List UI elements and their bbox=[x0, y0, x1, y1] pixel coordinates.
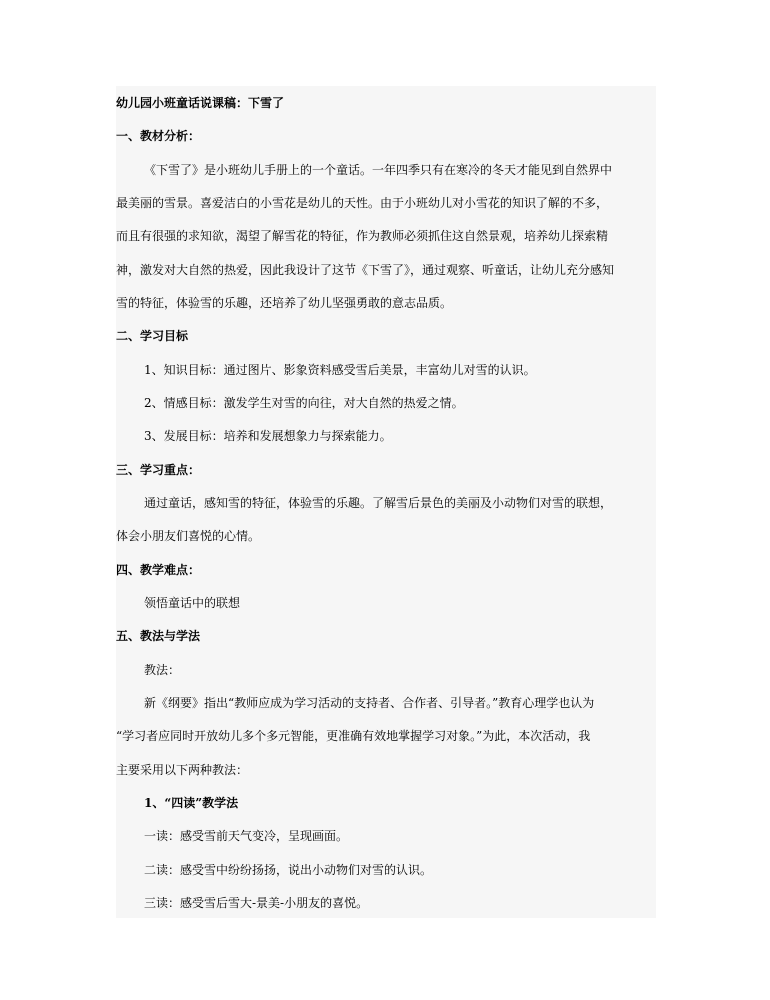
paragraph-line: 体会小朋友们喜悦的心情。 bbox=[116, 529, 261, 543]
goal-item: 1、知识目标：通过图片、影象资料感受雪后美景，丰富幼儿对雪的认识。 bbox=[144, 363, 536, 377]
goal-item: 2、情感目标：激发学生对雪的向往，对大自然的热爱之情。 bbox=[144, 396, 464, 410]
paragraph-line: 而且有很强的求知欲，渴望了解雪花的特征，作为教师必须抓住这自然景观，培养幼儿探索精 bbox=[116, 229, 609, 243]
method-item: 三读：感受雪后雪大-景美-小朋友的喜悦。 bbox=[144, 896, 369, 910]
section-heading-difficulty: 四、教学难点： bbox=[116, 563, 201, 577]
document-content bbox=[116, 86, 656, 918]
paragraph-line: 最美丽的雪景。喜爱洁白的小雪花是幼儿的天性。由于小班幼儿对小雪花的知识了解的不多， bbox=[116, 196, 609, 210]
method-heading: 1、“四读”教学法 bbox=[144, 796, 239, 810]
section-heading-focus: 三、学习重点： bbox=[116, 463, 201, 477]
paragraph-line: “学习者应同时开放幼儿多个多元智能，更准确有效地掌握学习对象。”为此，本次活动，我 bbox=[116, 729, 591, 743]
methods-sublabel: 教法： bbox=[144, 663, 181, 677]
method-item: 二读：感受雪中纷纷扬扬，说出小动物们对雪的认识。 bbox=[144, 863, 433, 877]
paragraph-line: 《下雪了》是小班幼儿手册上的一个童话。一年四季只有在寒冷的冬天才能见到自然界中 bbox=[144, 163, 613, 177]
paragraph-line: 雪的特征，体验雪的乐趣，还培养了幼儿坚强勇敢的意志品质。 bbox=[116, 296, 453, 310]
paragraph-line: 新《纲要》指出“教师应成为学习活动的支持者、合作者、引导者。”教育心理学也认为 bbox=[144, 696, 595, 710]
paragraph-line: 神，激发对大自然的热爱，因此我设计了这节《下雪了》，通过观察、听童话，让幼儿充分感知 bbox=[116, 263, 615, 277]
goal-item: 3、发展目标：培养和发展想象力与探索能力。 bbox=[144, 429, 392, 443]
document-title: 幼儿园小班童话说课稿：下雪了 bbox=[116, 96, 285, 110]
section-heading-goals: 二、学习目标 bbox=[116, 329, 189, 343]
paragraph-line: 通过童话，感知雪的特征，体验雪的乐趣。了解雪后景色的美丽及小动物们对雪的联想， bbox=[144, 496, 613, 510]
method-item: 一读：感受雪前天气变冷，呈现画面。 bbox=[144, 829, 349, 843]
section-heading-analysis: 一、教材分析： bbox=[116, 129, 201, 143]
paragraph-line: 主要采用以下两种教法： bbox=[116, 763, 249, 777]
paragraph-line: 领悟童话中的联想 bbox=[144, 596, 241, 610]
section-heading-methods: 五、教法与学法 bbox=[116, 629, 201, 643]
